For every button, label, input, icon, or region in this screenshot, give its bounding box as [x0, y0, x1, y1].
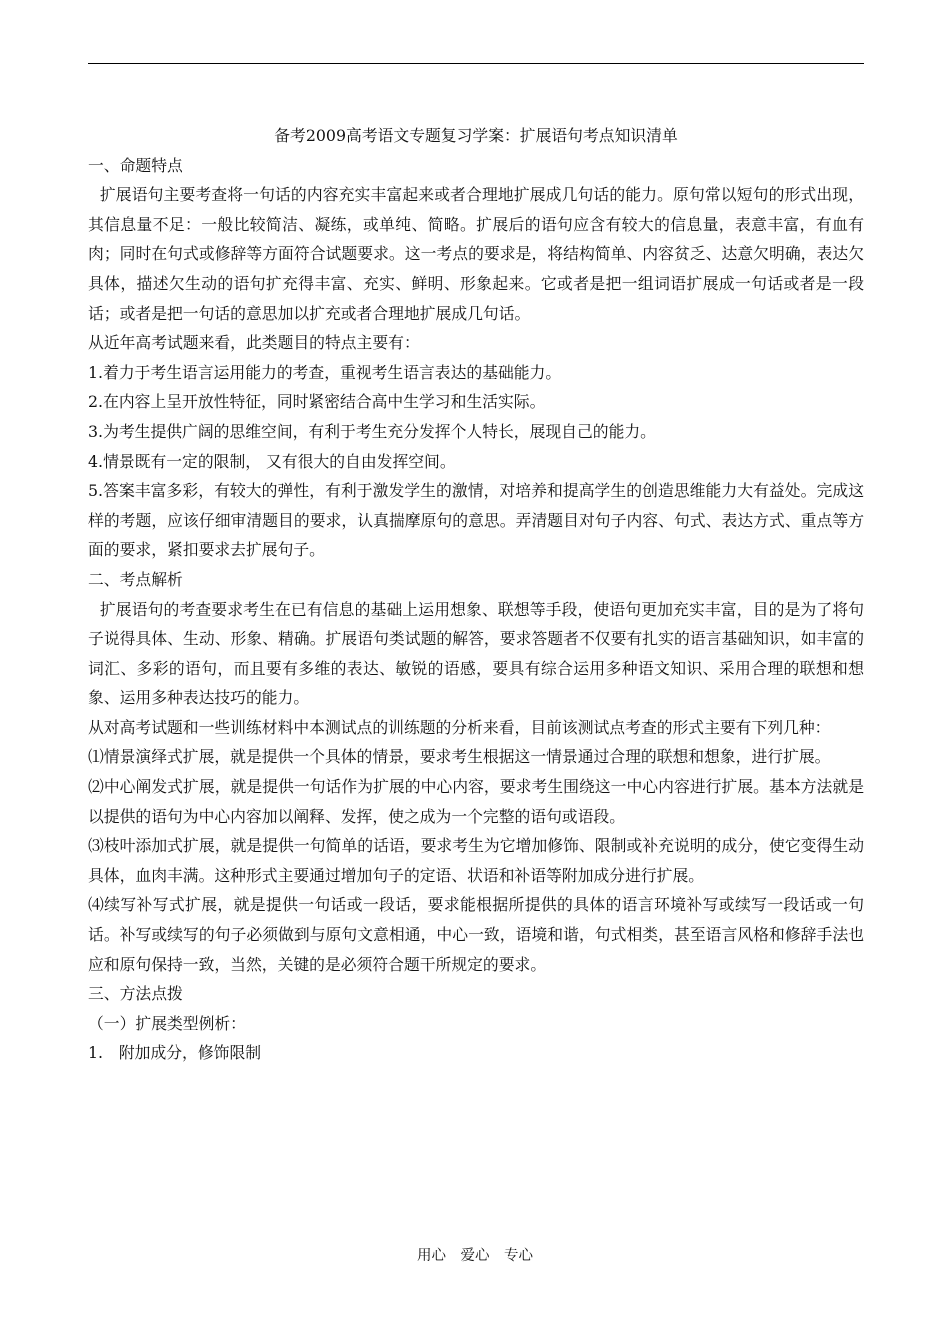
- section-3-item-1: 1. 附加成分，修饰限制: [88, 1043, 262, 1063]
- section-2-item-1: ⑴情景演绎式扩展，就是提供一个具体的情景，要求考生根据这一情景通过合理的联想和想象，进行扩展。: [88, 747, 831, 767]
- section-heading-2: 二、考点解析: [88, 569, 183, 589]
- section-1-intro: 扩展语句主要考查将一句话的内容充实丰富起来或者合理地扩展成几句话的能力。原句常以短句的形式出现，其信息量不足：一般比较简洁、凝练，或单纯、简略。扩展后的语句应含有较大的信息量，表意丰富，有血有肉；同时在句式或修辞等方面符合试题要求。这一考点的要求是，将结构简单、内容贫乏、达意欠明确，表达欠具体，描述欠生动的语句扩充得丰富、充实、鲜明、形象起来。它或者是把一组词语扩展成一句话或者是一段话；或者是把一句话的意思加以扩充或者合理地扩展成几句话。: [88, 185, 864, 323]
- section-1-item-2: 2.在内容上呈开放性特征，同时紧密结合高中生学习和生活实际。: [88, 392, 546, 412]
- section-1-lead: 从近年高考试题来看，此类题目的特点主要有：: [88, 333, 420, 353]
- section-2-item-2: ⑵中心阐发式扩展，就是提供一句话作为扩展的中心内容，要求考生围绕这一中心内容进行扩展。基本方法就是以提供的语句为中心内容加以阐释、发挥，使之成为一个完整的语句或语段。: [88, 777, 864, 826]
- section-2-lead: 从对高考试题和一些训练材料中本测试点的训练题的分析来看，目前该测试点考查的形式主要有下列几种：: [88, 717, 831, 737]
- page-footer: 用心 爱心 专心: [417, 1248, 533, 1264]
- header-rule: [88, 63, 864, 64]
- section-heading-3: 三、方法点拨: [88, 984, 183, 1004]
- document-title: 备考2009高考语文专题复习学案：扩展语句考点知识清单: [274, 126, 678, 145]
- section-heading-1: 一、命题特点: [88, 155, 183, 175]
- document-body: [88, 121, 864, 1068]
- section-3-subheading: （一）扩展类型例析：: [88, 1013, 246, 1033]
- section-2-item-3: ⑶枝叶添加式扩展，就是提供一句简单的话语，要求考生为它增加修饰、限制或补充说明的成分，使它变得生动具体，血肉丰满。这种形式主要通过增加句子的定语、状语和补语等附加成分进行扩展。: [88, 836, 864, 885]
- section-2-item-4: ⑷续写补写式扩展，就是提供一句话或一段话，要求能根据所提供的具体的语言环境补写或续写一段话或一句话。补写或续写的句子必须做到与原句文意相通，中心一致，语境和谐，句式相类，甚至语言风格和修辞手法也应和原句保持一致，当然，关键的是必须符合题干所规定的要求。: [88, 895, 864, 974]
- section-2-intro: 扩展语句的考查要求考生在已有信息的基础上运用想象、联想等手段，使语句更加充实丰富，目的是为了将句子说得具体、生动、形象、精确。扩展语句类试题的解答，要求答题者不仅要有扎实的语言基础知识，如丰富的词汇、多彩的语句，而且要有多维的表达、敏锐的语感，要具有综合运用多种语文知识、采用合理的联想和想象、运用多种表达技巧的能力。: [88, 599, 864, 708]
- section-1-item-1: 1.着力于考生语言运用能力的考查，重视考生语言表达的基础能力。: [88, 362, 562, 382]
- section-1-item-4: 4.情景既有一定的限制， 又有很大的自由发挥空间。: [88, 451, 456, 471]
- section-1-item-3: 3.为考生提供广阔的思维空间，有利于考生充分发挥个人特长，展现自己的能力。: [88, 421, 656, 441]
- section-1-item-5: 5.答案丰富多彩，有较大的弹性，有利于激发学生的激情，对培养和提高学生的创造思维能力大有益处。完成这样的考题，应该仔细审清题目的要求，认真揣摩原句的意思。弄清题目对句子内容、句式、表达方式、重点等方面的要求，紧扣要求去扩展句子。: [88, 481, 864, 560]
